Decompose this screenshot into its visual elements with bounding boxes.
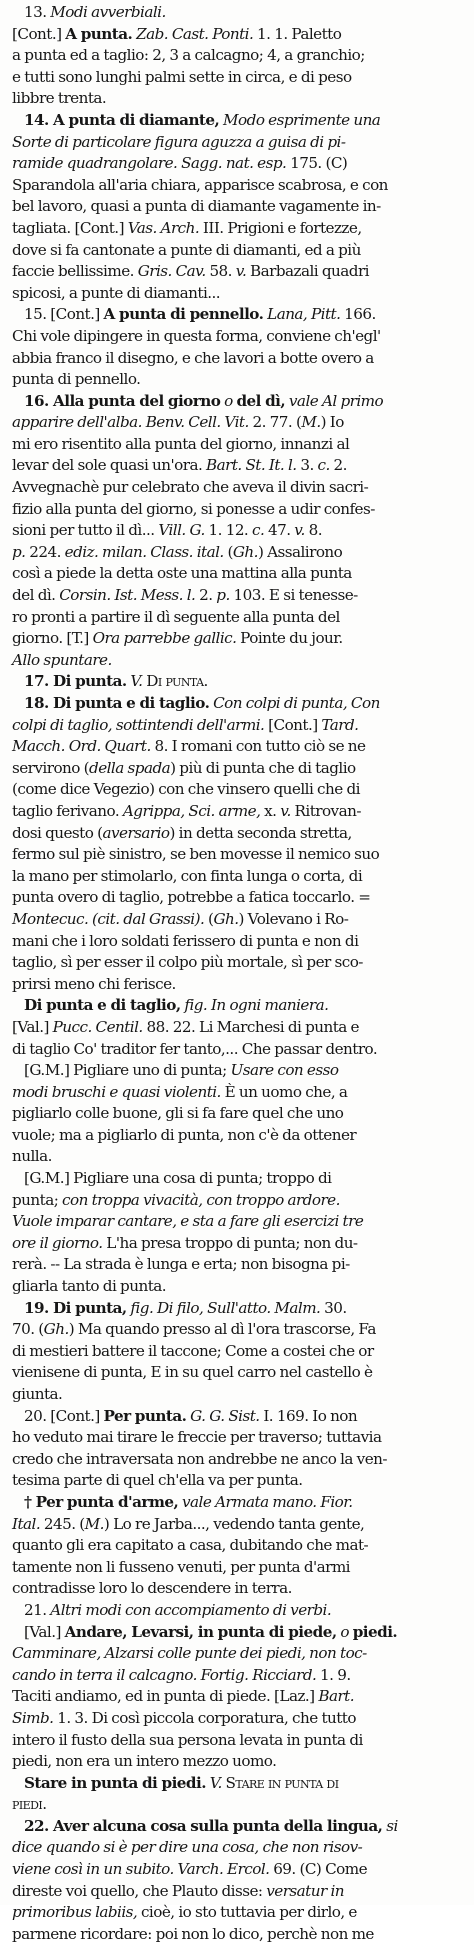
text-segment: ore il giorno. xyxy=(12,1233,103,1252)
text-segment: dosi questo ( xyxy=(12,823,103,842)
text-segment: apparire dell'alba. Benv. Cell. Vit. xyxy=(12,413,249,432)
text-line xyxy=(6,1837,468,1859)
text-line xyxy=(6,434,468,456)
text-segment: bel lavoro, quasi a punta di diamante vagamente in- xyxy=(12,197,381,216)
text-segment: dice quando si è per dire una cosa, che non risov- xyxy=(12,1838,363,1857)
text-segment: [Val.] xyxy=(24,1622,65,1641)
text-segment: Camminare, Alzarsi colle punte dei piedi, non toc- xyxy=(12,1644,367,1663)
text-line xyxy=(6,542,468,564)
text-segment: 8. xyxy=(304,521,322,540)
text-segment: fig. In ogni maniera. xyxy=(184,996,329,1015)
text-line xyxy=(6,1082,468,1104)
text-segment: Corsin. Ist. Mess. l. xyxy=(59,586,196,605)
text-segment: Bart. xyxy=(318,1687,355,1706)
text-segment: III. Prigioni e fortezze, xyxy=(199,218,362,237)
text-line xyxy=(6,1039,468,1061)
text-segment: ) Io xyxy=(320,413,344,432)
text-line xyxy=(6,887,468,909)
text-segment: I. 169. Io non xyxy=(259,1406,358,1425)
text-line xyxy=(6,153,468,175)
text-line xyxy=(6,974,468,996)
text-segment: aversario xyxy=(102,823,170,842)
text-line xyxy=(6,1298,468,1320)
text-segment: v. xyxy=(294,521,305,540)
text-segment: tagliata. [Cont.] xyxy=(12,218,128,237)
text-line xyxy=(6,520,468,542)
text-line xyxy=(6,326,468,348)
text-segment: Con colpi di punta, Con xyxy=(213,694,380,712)
text-line xyxy=(6,1017,468,1039)
text-segment: colpi di taglio, sottintendi dell'armi. xyxy=(12,715,265,734)
text-segment: ) Lo re Jarba..., vedendo tanta gente, xyxy=(103,1514,365,1533)
text-line xyxy=(6,391,468,413)
text-segment: Gh. xyxy=(213,909,239,928)
text-line xyxy=(6,1492,468,1514)
text-segment: 3. xyxy=(296,456,318,475)
text-segment: punta overo di taglio, potrebbe a fatica toccarlo. = xyxy=(12,888,371,907)
text-segment: [Cont.] xyxy=(264,715,322,734)
text-line xyxy=(6,1924,468,1945)
text-line xyxy=(6,477,468,499)
text-line xyxy=(6,110,468,132)
text-segment: e tutti sono lunghi palmi sette in circa, e di peso xyxy=(12,67,352,86)
text-segment: V. xyxy=(130,672,143,691)
text-segment: ) più di punta che di taglio xyxy=(170,758,356,777)
text-line xyxy=(6,1881,468,1903)
text-segment: tesima parte di quel ch'ella va per punta. xyxy=(12,1471,303,1490)
text-segment: Tard. xyxy=(321,715,359,734)
text-line xyxy=(6,563,468,585)
text-line xyxy=(6,348,468,370)
text-segment: taglio ferivano. xyxy=(12,801,123,820)
text-line xyxy=(6,1276,468,1298)
text-segment: ro pronti a partire il dì seguente alla punta del xyxy=(12,607,340,626)
text-segment: p. xyxy=(216,586,230,605)
text-segment: la mano per stimolarlo, con finta lunga o corta, di xyxy=(12,866,363,885)
text-segment: Stare in punta di xyxy=(225,1773,339,1792)
text-segment: Di punta. xyxy=(146,672,208,691)
text-line xyxy=(6,1233,468,1255)
text-segment: 2. xyxy=(329,456,347,475)
text-line xyxy=(6,240,468,262)
text-segment: 1. 3. Di così piccola corporatura, che tutto xyxy=(53,1708,356,1727)
text-segment: Altri modi con accompiamento di verbi. xyxy=(50,1600,332,1619)
text-segment: del dì. xyxy=(12,586,60,605)
text-line xyxy=(6,1902,468,1924)
text-segment: libbre trenta. xyxy=(12,89,107,108)
text-line xyxy=(6,1449,468,1471)
text-segment: vale Al primo xyxy=(288,391,384,410)
text-segment: mani che i loro soldati ferissero di punta e non di xyxy=(12,931,359,950)
text-line xyxy=(6,1773,468,1795)
text-line xyxy=(6,283,468,305)
text-segment: credo che intraversata non andrebbe ne anco la ven- xyxy=(12,1449,387,1468)
text-column xyxy=(6,2,468,1945)
text-segment: † Per punta d'arme, xyxy=(24,1492,179,1511)
text-line xyxy=(6,1341,468,1363)
text-segment: abbia franco il disegno, e che lavori a botte overo a xyxy=(12,348,374,367)
text-segment: Sorte di particolare figura aguzza a guisa di pi- xyxy=(12,132,346,151)
text-line xyxy=(6,801,468,823)
text-segment: 2. xyxy=(195,586,217,605)
text-segment: giorno. [T.] xyxy=(12,629,93,648)
text-segment: ) Assalirono xyxy=(257,542,343,561)
text-segment: punta; xyxy=(12,1190,63,1209)
text-segment: x. xyxy=(260,801,281,820)
text-segment: c. xyxy=(252,521,265,540)
text-segment: contradisse loro lo descendere in terra. xyxy=(12,1579,292,1598)
text-line xyxy=(6,1427,468,1449)
text-segment: 1. 12. xyxy=(204,521,252,540)
text-segment: con troppa vivacità, con troppo ardore. xyxy=(62,1190,340,1209)
text-line xyxy=(6,844,468,866)
text-segment: M. xyxy=(84,1514,104,1533)
text-segment: mi ero risentito alla punta del giorno, innanzi al xyxy=(12,434,350,453)
text-line xyxy=(6,1211,468,1233)
text-segment: piedi. xyxy=(352,1622,398,1641)
text-line xyxy=(6,1254,468,1276)
text-line xyxy=(6,455,468,477)
text-segment: della spada xyxy=(89,758,171,777)
text-segment: Gh. xyxy=(232,542,258,561)
text-segment: ramide quadrangolare. Sagg. nat. esp. xyxy=(12,154,287,173)
text-line xyxy=(6,1686,468,1708)
text-line xyxy=(6,1319,468,1341)
text-line xyxy=(6,67,468,89)
text-line xyxy=(6,412,468,434)
text-segment: piedi. xyxy=(12,1795,47,1814)
text-line xyxy=(6,866,468,888)
text-segment: 47. xyxy=(264,521,295,540)
text-segment: sioni per tutto il dì... xyxy=(12,521,159,540)
text-segment: v. xyxy=(235,262,247,281)
text-segment: Vas. Arch. xyxy=(127,218,200,237)
text-line xyxy=(6,1708,468,1730)
text-line xyxy=(6,175,468,197)
text-segment: fermo sul piè sinistro, se ben movesse il nemico suo xyxy=(12,845,380,864)
text-segment: 14. A punta di diamante, xyxy=(24,110,220,129)
text-segment: ( xyxy=(204,909,214,928)
text-segment: di taglio Co' traditor fer tanto,... Che passar dentro. xyxy=(12,1039,378,1058)
text-segment: Barbazali quadri xyxy=(246,262,369,281)
text-line xyxy=(6,1514,468,1536)
text-line xyxy=(6,995,468,1017)
text-segment: 103. E si tenesse- xyxy=(229,586,358,605)
text-line xyxy=(6,45,468,67)
text-segment: vale Armata mano. Fior. xyxy=(182,1492,353,1511)
text-segment: [Val.] xyxy=(12,1017,53,1036)
text-segment: Avvegnachè pur celebrato che aveva il divin sacri- xyxy=(12,478,369,497)
text-line xyxy=(6,1535,468,1557)
text-segment: 22. Aver alcuna cosa sulla punta della lingua, xyxy=(24,1816,383,1835)
text-line xyxy=(6,585,468,607)
text-segment: levar del sole quasi un'ora. xyxy=(12,456,207,475)
text-segment: 2. 77. ( xyxy=(248,413,302,432)
text-segment: Vill. G. xyxy=(158,521,205,540)
text-line xyxy=(6,952,468,974)
text-line xyxy=(6,1794,468,1816)
text-segment: direste voi quello, che Plauto disse: xyxy=(12,1881,267,1900)
text-line xyxy=(6,1557,468,1579)
text-line xyxy=(6,779,468,801)
text-segment: viene così in un subito. Varch. Ercol. xyxy=(12,1860,270,1879)
text-segment: [G.M.] Pigliare uno di punta; xyxy=(24,1061,231,1080)
text-segment: Modo esprimente una xyxy=(223,110,381,129)
text-segment: Montecuc. (cit. dal Grassi). xyxy=(12,909,205,928)
text-segment: Pointe du jour. xyxy=(236,629,343,648)
text-line xyxy=(6,1816,468,1838)
text-segment: piedi, non era un intero mezzo uomo. xyxy=(12,1752,277,1771)
text-line xyxy=(6,1859,468,1881)
text-segment: 245. ( xyxy=(40,1514,85,1533)
text-segment: Gris. Cav. xyxy=(137,262,206,281)
text-segment: 19. Di punta, xyxy=(24,1298,127,1317)
text-line xyxy=(6,1643,468,1665)
text-line xyxy=(6,693,468,715)
text-line xyxy=(6,650,468,672)
text-segment: 175. (C) xyxy=(286,154,348,173)
text-segment: 18. Di punta e di taglio. xyxy=(24,694,210,712)
text-segment: spicosi, a punte di diamanti... xyxy=(12,283,221,302)
text-segment: c. xyxy=(317,456,330,475)
text-line xyxy=(6,1362,468,1384)
text-segment: Ora parrebbe gallic. xyxy=(92,629,237,648)
text-segment: tamente non li fusseno venuti, per punta d'armi xyxy=(12,1557,350,1576)
text-segment: Pucc. Centil. xyxy=(52,1017,143,1036)
text-segment: Usare con esso xyxy=(230,1061,339,1080)
text-segment: È un uomo che, a xyxy=(220,1082,348,1101)
text-segment: rerà. -- La strada è lunga e erta; non bisogna pi- xyxy=(12,1255,350,1274)
text-segment: M. xyxy=(301,413,321,432)
text-segment: ) Volevano i Ro- xyxy=(238,909,349,928)
text-segment: Taciti andiamo, ed in punta di piede. [Laz.] xyxy=(12,1687,319,1706)
text-segment: ho veduto mai tirare le freccie per traverso; tuttavia xyxy=(12,1428,382,1447)
text-segment: Gh. xyxy=(43,1320,69,1339)
text-line xyxy=(6,24,468,46)
text-segment: 21. xyxy=(24,1600,51,1619)
text-line xyxy=(6,369,468,391)
text-segment: Macch. Ord. Quart. xyxy=(12,737,151,756)
text-segment: 88. 22. Li Marchesi di punta e xyxy=(142,1017,359,1036)
text-segment: 58. xyxy=(205,262,236,281)
text-segment: 17. Di punta. xyxy=(24,672,127,691)
text-segment: servirono ( xyxy=(12,758,90,777)
text-segment: Bart. St. It. l. xyxy=(206,456,297,475)
text-line xyxy=(6,1384,468,1406)
text-segment: punta di pennello. xyxy=(12,370,141,389)
text-segment: 8. I romani con tutto ciò se ne xyxy=(150,737,366,756)
text-segment: parmene ricordare: poi non lo dico, perchè non me xyxy=(12,1924,374,1943)
text-line xyxy=(6,628,468,650)
text-line xyxy=(6,218,468,240)
text-segment: [G.M.] Pigliare una cosa di punta; troppo di xyxy=(24,1169,332,1188)
text-segment: modi bruschi e quasi violenti. xyxy=(12,1082,221,1101)
text-line xyxy=(6,1751,468,1773)
text-line xyxy=(6,1125,468,1147)
text-segment: faccie bellissime. xyxy=(12,262,138,281)
text-segment: Di punta e di taglio, xyxy=(24,996,181,1015)
text-line xyxy=(6,1103,468,1125)
text-segment: 16. Alla punta del giorno xyxy=(24,391,221,410)
text-segment: L'ha presa troppo di punta; non du- xyxy=(102,1233,358,1252)
text-segment: fizio alla punta del giorno, si ponesse a udir confes- xyxy=(12,499,375,518)
text-line xyxy=(6,671,468,693)
text-segment: (come dice Vegezio) con che vinsero quelli che di xyxy=(12,780,360,799)
text-line xyxy=(6,1146,468,1168)
text-line xyxy=(6,1190,468,1212)
text-segment: Per punta. xyxy=(103,1406,187,1425)
text-segment: Lana, Pitt. xyxy=(267,305,341,324)
text-segment: quanto gli era capitato a casa, dubitando che mat- xyxy=(12,1536,369,1555)
text-segment: 15. [Cont.] xyxy=(24,305,104,324)
text-segment: vuole; ma a pigliarlo di punta, non c'è da ottener xyxy=(12,1125,357,1144)
text-segment: 30. xyxy=(320,1298,347,1317)
text-segment: giunta. xyxy=(12,1385,63,1403)
text-segment: Modi avverbiali. xyxy=(50,3,166,21)
text-segment: dove si fa cantonate a punte di diamanti, ed a più xyxy=(12,240,361,259)
text-segment: Andare, Levarsi, in punta di piede, xyxy=(64,1622,337,1641)
text-line xyxy=(6,1730,468,1752)
text-segment: Stare in punta di piedi. xyxy=(24,1773,206,1792)
text-segment: 69. (C) Come xyxy=(269,1860,368,1879)
text-segment: Vuole imparar cantare, e sta a fare gli esercizi tre xyxy=(12,1212,364,1231)
text-line xyxy=(6,88,468,110)
text-segment: A punta di pennello. xyxy=(103,305,264,324)
text-segment: A punta. xyxy=(65,24,133,43)
text-segment: di mestieri battere il taccone; Come a costei che or xyxy=(12,1341,374,1360)
text-segment: G. G. Sist. xyxy=(190,1406,260,1425)
text-line xyxy=(6,132,468,154)
text-line xyxy=(6,304,468,326)
text-line xyxy=(6,1665,468,1687)
text-segment: [Cont.] xyxy=(12,24,66,43)
text-line xyxy=(6,1168,468,1190)
text-line xyxy=(6,261,468,283)
text-segment: fig. Di filo, Sull'atto. Malm. xyxy=(130,1298,321,1317)
text-segment: intero il fusto della sua persona levata in punta di xyxy=(12,1730,363,1749)
text-segment: Ritrovan- xyxy=(290,801,361,820)
text-segment: primoribus labiis, xyxy=(12,1903,138,1922)
text-segment: ) in detta seconda stretta, xyxy=(169,823,352,842)
text-line xyxy=(6,2,468,24)
text-segment: gliarla tanto di punta. xyxy=(12,1277,167,1296)
text-line xyxy=(6,736,468,758)
text-line xyxy=(6,715,468,737)
text-segment: 1. 9. xyxy=(316,1665,351,1684)
text-line xyxy=(6,909,468,931)
text-segment: ( xyxy=(223,542,233,561)
text-line xyxy=(6,1578,468,1600)
text-segment: 20. [Cont.] xyxy=(24,1406,104,1425)
text-line xyxy=(6,1600,468,1622)
text-segment: V. xyxy=(209,1773,222,1792)
text-segment: a punta ed a taglio: 2, 3 a calcagno; 4, a granchio; xyxy=(12,46,365,65)
text-segment: 224. xyxy=(25,542,65,561)
text-segment: Allo spuntare. xyxy=(12,650,112,669)
text-segment: ) Ma quando presso al dì l'ora trascorse, Fa xyxy=(68,1320,376,1339)
text-line xyxy=(6,758,468,780)
text-segment: Zab. Cast. Ponti. xyxy=(136,24,254,43)
text-segment: pigliarlo colle buone, gli si fa fare quel che uno xyxy=(12,1104,344,1123)
text-segment: o xyxy=(224,391,233,410)
text-segment: p. xyxy=(12,542,26,561)
text-segment: 166. xyxy=(340,305,376,324)
text-line xyxy=(6,1470,468,1492)
text-segment: 13. xyxy=(24,3,51,21)
text-line xyxy=(6,931,468,953)
text-segment: vienisene di punta, E in su quel carro nel castello è xyxy=(12,1363,373,1382)
text-segment: così a piede la detta oste una mattina alla punta xyxy=(12,564,352,583)
text-line xyxy=(6,196,468,218)
text-segment: 1. 1. Paletto xyxy=(253,24,342,43)
text-segment: cioè, io sto tuttavia per dirlo, e xyxy=(137,1903,357,1922)
text-segment: v. xyxy=(280,801,291,820)
text-segment: cando in terra il calcagno. Fortig. Ricciard. xyxy=(12,1665,317,1684)
text-line xyxy=(6,823,468,845)
text-segment: nulla. xyxy=(12,1147,52,1166)
text-segment: taglio, sì per esser il colpo più mortale, sì per sco- xyxy=(12,953,363,972)
text-segment: Chi vole dipingere in questa forma, conviene ch'egl' xyxy=(12,326,381,345)
text-segment: si xyxy=(386,1816,398,1835)
text-segment: o xyxy=(340,1622,349,1641)
text-line xyxy=(6,1406,468,1428)
text-segment: prirsi meno chi ferisce. xyxy=(12,974,176,993)
text-line xyxy=(6,607,468,629)
text-segment: Agrippa, Sci. arme, xyxy=(122,801,261,820)
text-line xyxy=(6,499,468,521)
text-segment: versatur in xyxy=(266,1881,344,1900)
text-segment: 70. ( xyxy=(12,1320,44,1339)
text-segment: del dì, xyxy=(236,391,286,410)
text-segment: Simb. xyxy=(12,1708,54,1727)
text-segment: Sparandola all'aria chiara, apparisce scabrosa, e con xyxy=(12,175,388,194)
text-line xyxy=(6,1622,468,1644)
text-segment: Ital. xyxy=(12,1514,41,1533)
text-line xyxy=(6,1060,468,1082)
text-segment: ediz. milan. Class. ital. xyxy=(64,542,224,561)
